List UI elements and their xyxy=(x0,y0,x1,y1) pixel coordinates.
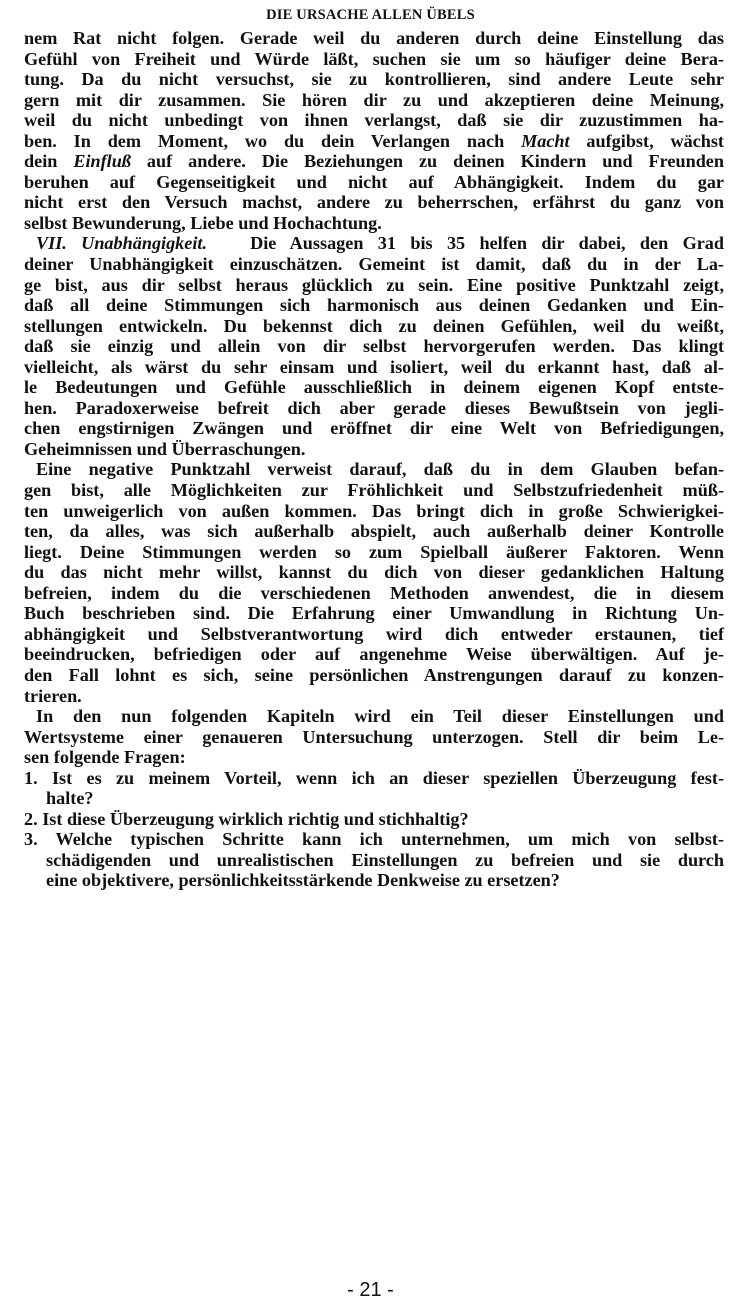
text-line: ten unweigerlich von außen kommen. Das bringt dich in große Schwierigkei- xyxy=(24,500,724,521)
text-line: Gefühl von Freiheit und Würde läßt, suchen sie um so häufiger deine Bera- xyxy=(24,48,724,69)
text-segment: aufgibst, wächst xyxy=(569,130,724,151)
text-line: gen bist, alle Möglichkeiten zur Fröhlichkeit und Selbstzufriedenheit müß- xyxy=(24,480,724,501)
text-line: le Bedeutungen und Gefühle ausschließlich in deinem eigenen Kopf entste- xyxy=(24,377,724,398)
page-number: - 21 - xyxy=(347,1279,394,1301)
text-line: ten, da alles, was sich außerhalb abspielt, auch außerhalb deiner Kontrolle xyxy=(24,521,724,542)
body-text xyxy=(24,28,724,891)
text-line: 2. Ist diese Überzeugung wirklich richtig und stichhaltig? xyxy=(24,808,469,829)
text-line: Geheimnissen und Überraschungen. xyxy=(24,438,306,459)
text-line: abhängigkeit und Selbstverantwortung wird dich entweder erstaunen, tief xyxy=(24,623,724,644)
running-head: DIE URSACHE ALLEN ÜBELS xyxy=(266,7,475,23)
text-line: sen folgende Fragen: xyxy=(24,747,186,768)
text-line: deiner Unabhängigkeit einzuschätzen. Gemeint ist damit, daß du in der La- xyxy=(24,254,724,275)
text-line xyxy=(24,151,724,172)
text-line: eine objektivere, persönlichkeitsstärkende Denkweise zu ersetzen? xyxy=(46,870,560,891)
text-segment: Die Aussagen 31 bis 35 helfen dir dabei, den Grad xyxy=(207,233,725,254)
text-line: gern mit dir zusammen. Sie hören dir zu und akzeptieren deine Meinung, xyxy=(24,89,724,110)
emphasized-term: Einfluß xyxy=(73,151,131,172)
text-line: liegt. Deine Stimmungen werden so zum Spielball äußerer Faktoren. Wenn xyxy=(24,541,724,562)
text-line: chen engstirnigen Zwängen und eröffnet dir eine Welt von Befriedigungen, xyxy=(24,418,724,439)
text-line xyxy=(24,233,724,254)
text-line: hen. Paradoxerweise befreit dich aber gerade dieses Bewußtsein von jegli- xyxy=(24,397,724,418)
text-line: befreien, indem du die verschiedenen Methoden anwendest, die in diesem xyxy=(24,582,724,603)
text-line: ge bist, aus dir selbst heraus glücklich zu sein. Eine positive Punktzahl zeigt, xyxy=(24,274,724,295)
text-line: vielleicht, als wärst du sehr einsam und isoliert, weil du erkannt hast, daß al- xyxy=(24,356,724,377)
text-line xyxy=(24,131,724,152)
text-line: daß all deine Stimmungen sich harmonisch aus deinen Gedanken und Ein- xyxy=(24,295,724,316)
text-segment: auf andere. Die Beziehungen zu deinen Kindern und Freunden xyxy=(130,151,724,172)
text-line: 3. Welche typischen Schritte kann ich unternehmen, um mich von selbst- xyxy=(24,829,724,850)
text-line: den Fall lohnt es sich, seine persönlichen Anstrengungen darauf zu konzen- xyxy=(24,664,724,685)
text-line: Wertsysteme einer genaueren Untersuchung unterzogen. Stell dir beim Le- xyxy=(24,726,724,747)
text-line: nicht erst den Versuch machst, andere zu beherrschen, erfährst du ganz von xyxy=(24,192,724,213)
text-segment: ben. In dem Moment, wo du dein Verlangen nach xyxy=(24,130,522,151)
text-line: weil du nicht unbedingt von ihnen verlangst, daß sie dir zuzustimmen ha- xyxy=(24,110,724,131)
text-segment: dein xyxy=(24,151,74,172)
text-line: schädigenden und unrealistischen Einstellungen zu befreien und sie durch xyxy=(46,849,724,870)
emphasized-term: Macht xyxy=(521,130,570,151)
text-line: tung. Da du nicht versuchst, sie zu kontrollieren, sind andere Leute sehr xyxy=(24,69,724,90)
text-line: du das nicht mehr willst, kannst du dich von dieser gedanklichen Haltung xyxy=(24,562,724,583)
text-line: halte? xyxy=(46,788,94,809)
text-line: In den nun folgenden Kapiteln wird ein Teil dieser Einstellungen und xyxy=(36,706,724,727)
text-line: stellungen entwickeln. Du bekennst dich zu deinen Gefühlen, weil du weißt, xyxy=(24,315,724,336)
text-line: Buch beschrieben sind. Die Erfahrung einer Umwandlung in Richtung Un- xyxy=(24,603,724,624)
text-line: daß sie einzig und allein von dir selbst hervorgerufen werden. Das klingt xyxy=(24,336,724,357)
emphasized-term: VII. Unabhängigkeit. xyxy=(36,233,208,254)
text-line: Eine negative Punktzahl verweist darauf, daß du in dem Glauben befan- xyxy=(36,459,724,480)
text-line: selbst Bewunderung, Liebe und Hochachtung. xyxy=(24,212,382,233)
text-line: 1. Ist es zu meinem Vorteil, wenn ich an dieser speziellen Überzeugung fest- xyxy=(24,767,724,788)
text-line: beruhen auf Gegenseitigkeit und nicht auf Abhängigkeit. Indem du gar xyxy=(24,171,724,192)
text-line: beeindrucken, befriedigen oder auf angenehme Weise überwältigen. Auf je- xyxy=(24,644,724,665)
text-line: nem Rat nicht folgen. Gerade weil du anderen durch deine Einstellung das xyxy=(24,28,724,48)
text-line: trieren. xyxy=(24,685,82,706)
